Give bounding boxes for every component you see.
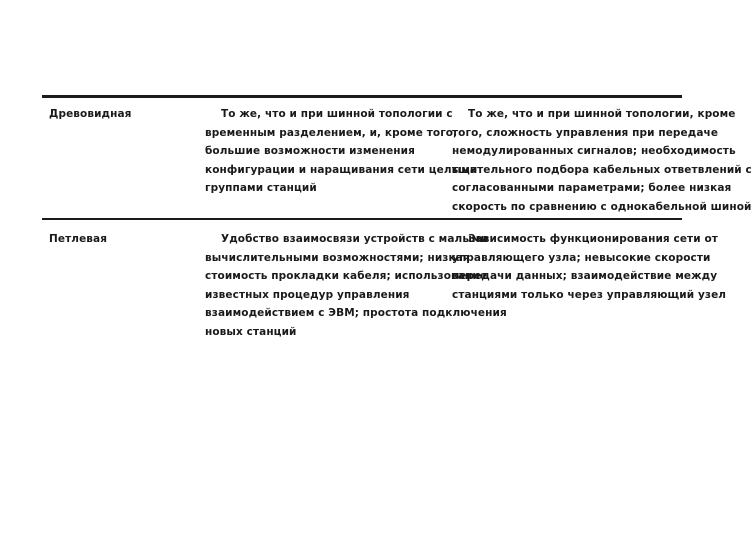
text-line: станциями только через управляющий узел	[452, 288, 727, 301]
text-line: того, сложность управления при передаче	[452, 126, 719, 139]
table-top-rule	[42, 95, 682, 98]
text-line: Удобство взаимосвязи устройств с малыми	[221, 233, 489, 245]
disadvantages-cell	[452, 230, 726, 304]
topology-name	[49, 105, 132, 124]
text-line: вычислительными возможностями; низкая	[205, 251, 470, 264]
text-line: управляющего узла; невысокие скорости	[452, 251, 711, 264]
text-line: временным разделением, и, кроме того,	[205, 126, 458, 139]
row-divider-rule	[42, 218, 682, 220]
text-line: большие возможности изменения	[205, 145, 415, 158]
text-line: группами станций	[205, 182, 317, 195]
text-line: То же, что и при шинной топологии с	[221, 108, 453, 120]
text-line: скорость по сравнению с однокабельной шиной	[452, 200, 752, 213]
text-line: стоимость прокладки кабеля; использование	[205, 270, 487, 283]
disadvantages-cell	[452, 105, 752, 217]
text-line: новых станций	[205, 325, 297, 338]
text-line: согласованными параметрами; более низкая	[452, 182, 732, 195]
text-line: взаимодействием с ЭВМ; простота подключения	[205, 307, 507, 320]
text-line: известных процедур управления	[205, 288, 410, 301]
topology-label: Древовидная	[49, 108, 132, 120]
text-line: конфигурации и наращивания сети целыми	[205, 163, 478, 176]
advantages-cell	[205, 105, 477, 198]
topology-name	[49, 230, 107, 249]
text-line: тщательного подбора кабельных ответвлений с	[452, 163, 752, 176]
text-line: передачи данных; взаимодействие между	[452, 270, 718, 283]
text-line: То же, что и при шинной топологии, кроме	[468, 108, 736, 120]
text-line: Зависимость функционирования сети от	[468, 233, 718, 245]
text-line: немодулированных сигналов; необходимость	[452, 145, 736, 158]
topology-label: Петлевая	[49, 233, 108, 245]
